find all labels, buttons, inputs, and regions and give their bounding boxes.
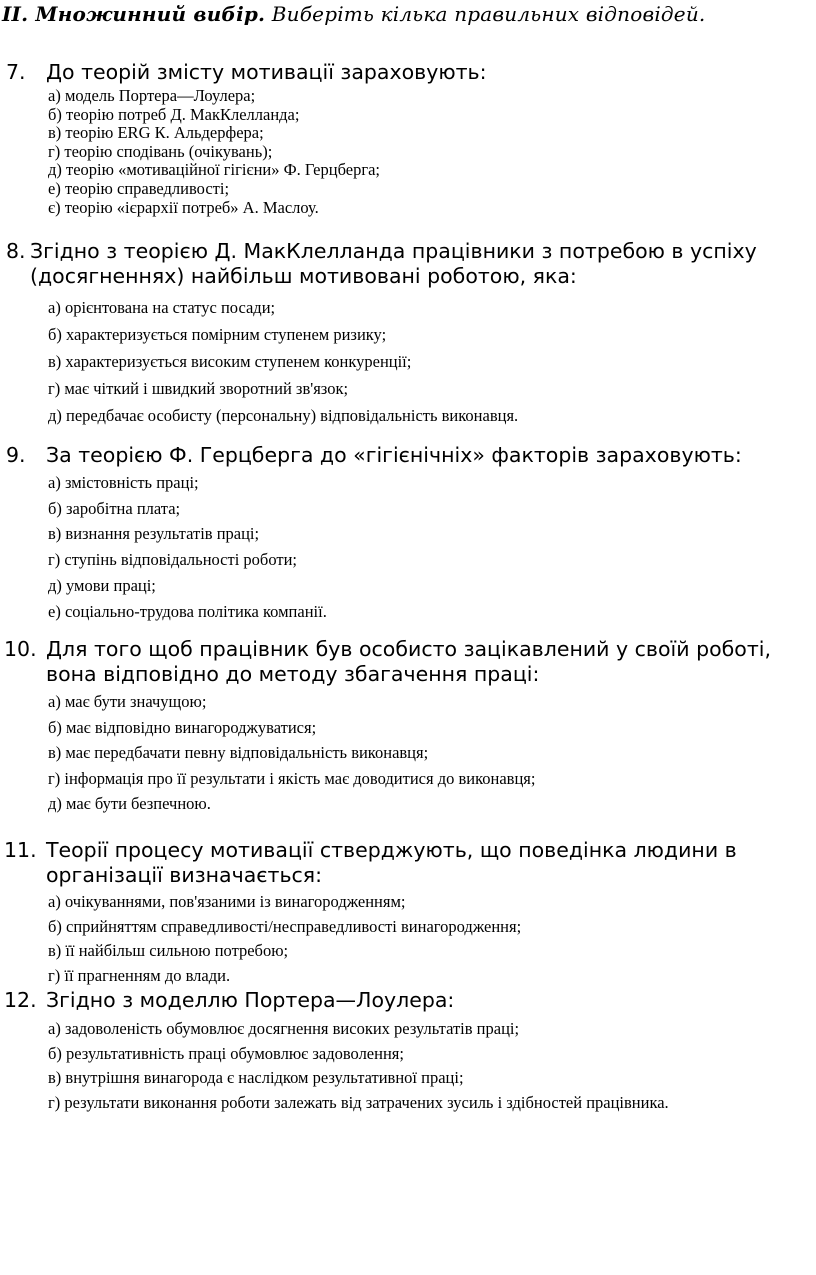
answer-option[interactable]: б) сприйняттям справедливості/несправедливості винагородження; [48,916,522,936]
section-label: II. Множинний вибір. [2,2,266,26]
question-text-line: Згідно з моделлю Портера—Лоулера: [46,988,455,1012]
answer-option[interactable]: в) має передбачати певну відповідальність виконавця; [48,743,429,763]
question-text-line: організації визначається: [46,863,323,887]
question-7 [0,60,800,217]
question-number: 8. [6,239,26,263]
answer-option[interactable]: б) результативність праці обумовлює задоволення; [48,1043,404,1063]
answer-option[interactable]: є) теорію «ієрархії потреб» А. Маслоу. [48,197,319,217]
question-text-line: До теорій змісту мотивації зараховують: [46,60,487,84]
question-9 [0,443,800,624]
question-text-line: Для того щоб працівник був особисто зацікавлений у своїй роботі, [46,637,771,661]
question-prompt [0,60,800,85]
answer-option[interactable]: а) задоволеність обумовлює досягнення високих результатів праці; [48,1019,520,1038]
answer-option[interactable]: г) інформація про її результати і якість має доводитися до виконавця; [48,768,536,788]
question-number: 9. [6,443,26,467]
answer-option[interactable]: б) заробітна плата; [48,498,181,518]
question-11 [0,838,800,988]
question-prompt [0,239,800,289]
question-text-line: вона відповідно до методу збагачення праці: [46,662,540,686]
answer-option[interactable]: б) характеризується помірним ступенем ризику; [48,325,387,344]
answer-option[interactable]: в) внутрішня винагорода є наслідком результативної праці; [48,1068,464,1088]
answer-option[interactable]: г) її прагненням до влади. [48,965,231,985]
question-prompt [0,443,800,468]
answer-options [48,890,800,988]
answer-option[interactable]: а) модель Портера—Лоулера; [48,86,256,105]
question-8 [0,239,800,429]
question-prompt [0,988,800,1013]
answer-option[interactable]: в) її найбільш сильною потребою; [48,941,289,961]
answer-option[interactable]: д) теорію «мотиваційної гігієни» Ф. Герцберга; [48,160,380,180]
answer-option[interactable]: б) має відповідно винагороджуватися; [48,717,317,737]
answer-option[interactable]: в) визнання результатів праці; [48,524,260,544]
answer-option[interactable]: г) теорію сподівань (очікувань); [48,141,273,161]
question-12 [0,988,800,1115]
question-text-line: За теорією Ф. Герцберга до «гігієнічніх» факторів зараховують: [46,443,742,467]
section-title [2,2,705,26]
answer-options [48,294,800,429]
question-text-line: Згідно з теорією Д. МакКлелланда працівники з потребою в успіху [30,239,757,263]
answer-options [48,1017,800,1115]
answer-option[interactable]: а) має бути значущою; [48,692,207,711]
answer-option[interactable]: г) має чіткий і швидкий зворотний зв'язок; [48,379,349,398]
question-10 [0,637,800,817]
answer-option[interactable]: г) ступінь відповідальності роботи; [48,550,297,570]
question-prompt [0,637,800,687]
answer-option[interactable]: д) має бути безпечною. [48,794,211,814]
answer-option[interactable]: б) теорію потреб Д. МакКлелланда; [48,104,300,124]
question-number: 12. [4,988,37,1012]
answer-option[interactable]: д) умови праці; [48,575,156,595]
answer-option[interactable]: а) очікуваннями, пов'язаними із винагородженням; [48,892,406,911]
question-text-line: Теорії процесу мотивації стверджують, що поведінка людини в [46,838,737,862]
answer-options [48,689,800,817]
question-number: 7. [6,60,26,84]
answer-option[interactable]: в) характеризується високим ступенем конкуренції; [48,352,412,371]
answer-options [48,470,800,624]
answer-option[interactable]: а) орієнтована на статус посади; [48,298,276,317]
answer-option[interactable]: е) соціально-трудова політика компанії. [48,601,327,621]
question-prompt [0,838,800,888]
answer-option[interactable]: е) теорію справедливості; [48,178,230,198]
answer-option[interactable]: а) змістовність праці; [48,473,199,492]
answer-option[interactable]: в) теорію ERG К. Альдерфера; [48,123,264,143]
answer-option[interactable]: г) результати виконання роботи залежать від затрачених зусиль і здібностей працівника. [48,1092,669,1112]
answer-option[interactable]: д) передбачає особисту (персональну) відповідальність виконавця. [48,406,519,425]
question-number: 11. [4,838,37,862]
section-instruction: Виберіть кілька правильних відповідей. [265,2,706,26]
question-number: 10. [4,637,37,661]
question-text-line: (досягненнях) найбільш мотивовані роботою, яка: [30,264,577,288]
answer-options [48,87,800,217]
